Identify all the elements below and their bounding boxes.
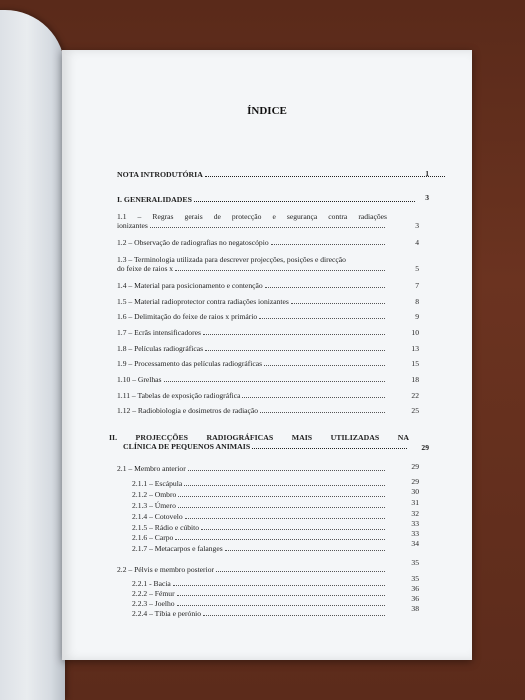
toc-entry-label: 1.6 – Delimitação do feixe de raios x primário bbox=[117, 312, 258, 321]
toc-entry-label-line1: 1.1 – Regras gerais de protecção e segurança contra radiações bbox=[117, 212, 387, 221]
toc-entry-label: 2.1.6 – Carpo bbox=[132, 533, 174, 542]
toc-entry-1-9 bbox=[117, 359, 387, 368]
toc-page-number: 5 bbox=[415, 264, 419, 273]
toc-page-number: 3 bbox=[415, 221, 419, 230]
toc-entry-label: 2.2.2 – Fémur bbox=[132, 589, 175, 598]
dot-leader bbox=[178, 507, 385, 508]
toc-entry-label: 1.4 – Material para posicionamento e contenção bbox=[117, 281, 263, 290]
facing-page-edge bbox=[0, 10, 65, 700]
toc-entry-1-10 bbox=[117, 375, 387, 384]
toc-entry-label: 2.1.3 – Úmero bbox=[132, 501, 176, 510]
toc-page-number: 15 bbox=[411, 359, 419, 368]
toc-entry-label-line2: do feixe de raios x bbox=[117, 264, 174, 273]
toc-entry-label: 2.1.2 – Ombro bbox=[132, 490, 177, 499]
toc-page-number: 9 bbox=[415, 312, 419, 321]
toc-page-number: 32 bbox=[411, 509, 419, 518]
toc-entry-2-2-4 bbox=[132, 609, 387, 618]
dot-leader bbox=[291, 303, 385, 304]
toc-entry-1-5 bbox=[117, 297, 387, 306]
toc-page-number: 4 bbox=[415, 238, 419, 247]
toc-entry-generalidades bbox=[117, 195, 417, 204]
toc-entry-label: 2.2.3 – Joelho bbox=[132, 599, 175, 608]
toc-entry-2-1-7 bbox=[132, 544, 387, 553]
toc-entry-label: NOTA INTRODUTÓRIA bbox=[117, 170, 203, 179]
toc-page-number: 7 bbox=[415, 281, 419, 290]
page-title: ÍNDICE bbox=[247, 105, 287, 117]
toc-entry-2-2-3 bbox=[132, 599, 387, 608]
dot-leader bbox=[203, 334, 385, 335]
toc-entry-label: 2.1.1 – Escápula bbox=[132, 479, 183, 488]
toc-page-number: 3 bbox=[425, 193, 429, 202]
toc-page-number: 36 bbox=[411, 584, 419, 593]
dot-leader bbox=[265, 287, 385, 288]
toc-entry-label: 2.1.7 – Metacarpos e falanges bbox=[132, 544, 223, 553]
dot-leader bbox=[264, 365, 385, 366]
dot-leader bbox=[203, 615, 385, 616]
toc-entry-1-3 bbox=[117, 255, 387, 273]
toc-entry-label: 1.2 – Observação de radiografias no negatoscópio bbox=[117, 238, 269, 247]
book-page bbox=[62, 50, 472, 660]
toc-entry-2-1-4 bbox=[132, 512, 387, 521]
toc-page-number: 18 bbox=[411, 375, 419, 384]
toc-page-number: 29 bbox=[411, 462, 419, 471]
toc-page-number: 31 bbox=[411, 498, 419, 507]
dot-leader bbox=[178, 496, 385, 497]
toc-entry-1-12 bbox=[117, 406, 387, 415]
toc-entry-nota bbox=[117, 170, 447, 179]
dot-leader bbox=[216, 571, 385, 572]
dot-leader bbox=[260, 412, 385, 413]
dot-leader bbox=[201, 529, 385, 530]
toc-entry-label: 1.9 – Processamento das películas radiográficas bbox=[117, 359, 263, 368]
toc-page-number: 22 bbox=[411, 391, 419, 400]
toc-page-number: 30 bbox=[411, 487, 419, 496]
dot-leader bbox=[173, 585, 385, 586]
toc-entry-2-1-5 bbox=[132, 523, 387, 532]
dot-leader bbox=[150, 227, 385, 228]
toc-entry-label: 1.11 – Tabelas de exposição radiográfica bbox=[117, 391, 241, 400]
dot-leader bbox=[252, 448, 407, 449]
dot-leader bbox=[188, 470, 385, 471]
dot-leader bbox=[225, 550, 385, 551]
toc-entry-2-1 bbox=[117, 464, 387, 473]
toc-entry-1-2 bbox=[117, 238, 387, 247]
toc-page-number: 1 bbox=[425, 169, 429, 178]
toc-entry-1-7 bbox=[117, 328, 387, 337]
toc-entry-label: 2.2.4 – Tíbia e perónio bbox=[132, 609, 202, 618]
toc-entry-label: 1.7 – Ecrãs intensificadores bbox=[117, 328, 201, 337]
dot-leader bbox=[175, 270, 385, 271]
toc-entry-1-11 bbox=[117, 391, 387, 400]
toc-entry-2-1-3 bbox=[132, 501, 387, 510]
toc-entry-label: 2.1.4 – Cotovelo bbox=[132, 512, 183, 521]
toc-page-number: 35 bbox=[411, 558, 419, 567]
dot-leader bbox=[177, 605, 385, 606]
dot-leader bbox=[164, 381, 386, 382]
toc-entry-label: 2.2.1 - Bacia bbox=[132, 579, 171, 588]
toc-entry-label: 1.5 – Material radioprotector contra radiações ionizantes bbox=[117, 297, 289, 306]
toc-page-number: 36 bbox=[411, 594, 419, 603]
toc-entry-label-line2: ionizantes bbox=[117, 221, 148, 230]
toc-entry-label: 2.1.5 – Rádio e cúbito bbox=[132, 523, 200, 532]
toc-page-number: 13 bbox=[411, 344, 419, 353]
dot-leader bbox=[175, 539, 385, 540]
toc-entry-label: 2.1 – Membro anterior bbox=[117, 464, 186, 473]
toc-entry-label-line1: II. PROJECÇÕES RADIOGRÁFICAS MAIS UTILIZADAS NA bbox=[109, 433, 409, 442]
toc-page-number: 25 bbox=[411, 406, 419, 415]
toc-page-number: 10 bbox=[411, 328, 419, 337]
dot-leader bbox=[242, 397, 385, 398]
toc-entry-2-1-1 bbox=[132, 479, 387, 488]
toc-entry-label: I. GENERALIDADES bbox=[117, 195, 192, 204]
toc-entry-label: 1.8 – Películas radiográficas bbox=[117, 344, 204, 353]
toc-entry-1-6 bbox=[117, 312, 387, 321]
dot-leader bbox=[177, 595, 385, 596]
toc-page-number: 35 bbox=[411, 574, 419, 583]
dot-leader bbox=[185, 518, 385, 519]
toc-entry-label: 2.2 – Pélvis e membro posterior bbox=[117, 565, 215, 574]
toc-page-number: 33 bbox=[411, 529, 419, 538]
toc-entry-2-2 bbox=[117, 565, 387, 574]
dot-leader bbox=[271, 244, 385, 245]
dot-leader bbox=[184, 485, 385, 486]
toc-entry-2-1-6 bbox=[132, 533, 387, 542]
toc-entry-label-line2: CLÍNICA DE PEQUENOS ANIMAIS bbox=[123, 442, 251, 451]
toc-entry-2-2-1 bbox=[132, 579, 387, 588]
toc-page-number: 33 bbox=[411, 519, 419, 528]
toc-page-number: 8 bbox=[415, 297, 419, 306]
toc-entry-1-1 bbox=[117, 212, 387, 230]
toc-entry-1-8 bbox=[117, 344, 387, 353]
toc-page-number: 38 bbox=[411, 604, 419, 613]
toc-entry-2-2-2 bbox=[132, 589, 387, 598]
toc-entry-label: 1.12 – Radiobiologia e dosimetros de radiação bbox=[117, 406, 259, 415]
dot-leader bbox=[205, 350, 385, 351]
toc-entry-label: 1.10 – Grelhas bbox=[117, 375, 162, 384]
dot-leader bbox=[259, 318, 385, 319]
toc-entry-projeccoes bbox=[109, 433, 409, 451]
toc-entry-1-4 bbox=[117, 281, 387, 290]
toc-page-number: 34 bbox=[411, 539, 419, 548]
toc-entry-2-1-2 bbox=[132, 490, 387, 499]
dot-leader bbox=[194, 201, 415, 202]
toc-page-number: 29 bbox=[411, 477, 419, 486]
toc-entry-label-line1: 1.3 – Terminologia utilizada para descrever projecções, posições e direcção bbox=[117, 255, 346, 264]
toc-page-number: 29 bbox=[421, 443, 429, 452]
